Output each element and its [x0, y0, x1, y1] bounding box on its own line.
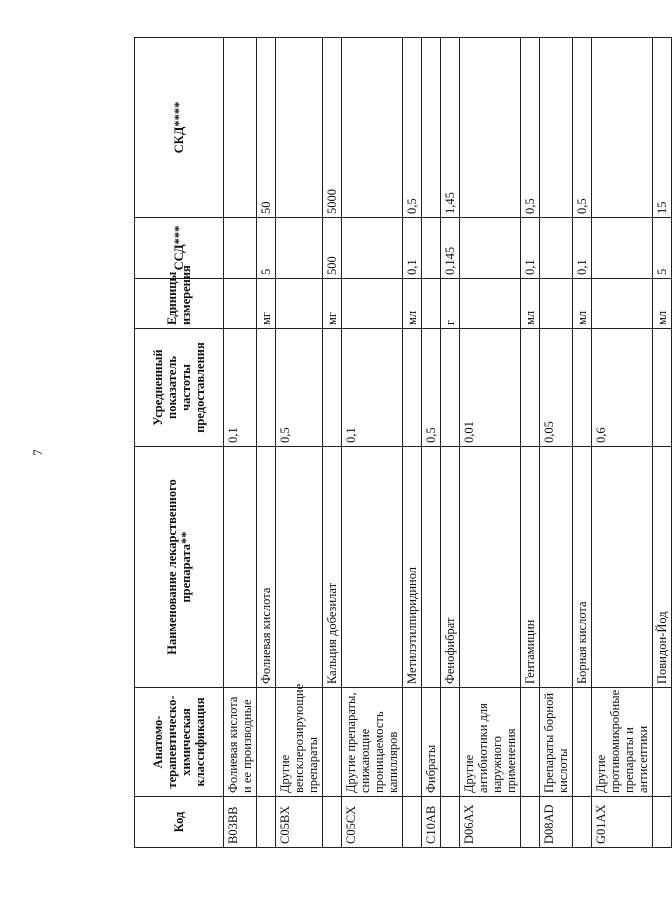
cell-atc-class: Другие венсклерозирующие препараты — [276, 688, 323, 797]
cell-atc-class — [653, 688, 672, 797]
table-row-drug — [323, 38, 342, 848]
cell-ssd: 5 — [257, 218, 276, 279]
cell-skd: 5000 — [323, 38, 342, 218]
cell-skd — [592, 38, 653, 218]
header-unit: Единицы измерения — [135, 279, 224, 329]
cell-code: C10AB — [422, 797, 441, 848]
table-row-drug — [257, 38, 276, 848]
cell-code — [257, 797, 276, 848]
cell-code — [323, 797, 342, 848]
header-frequency: Усредненный показатель частоты предоставления — [135, 329, 224, 447]
table-row-drug — [441, 38, 460, 848]
cell-unit: мл — [521, 279, 540, 329]
header-code: Код — [135, 797, 224, 848]
table-row-group — [342, 38, 403, 848]
cell-drug-name — [540, 447, 573, 688]
cell-skd: 0,5 — [521, 38, 540, 218]
cell-skd — [460, 38, 521, 218]
cell-frequency — [403, 329, 422, 447]
cell-drug-name: Кальция добезилат — [323, 447, 342, 688]
cell-ssd — [422, 218, 441, 279]
cell-unit: мг — [257, 279, 276, 329]
table-row-group — [540, 38, 573, 848]
cell-code: C05BX — [276, 797, 323, 848]
cell-skd: 0,5 — [573, 38, 592, 218]
table-row-group — [592, 38, 653, 848]
cell-atc-class — [257, 688, 276, 797]
table-row-drug — [403, 38, 422, 848]
header-skd: СКД**** — [135, 38, 224, 218]
cell-ssd: 5 — [653, 218, 672, 279]
cell-atc-class: Препараты борной кислоты — [540, 688, 573, 797]
cell-ssd: 0,1 — [403, 218, 422, 279]
cell-drug-name — [276, 447, 323, 688]
cell-unit — [460, 279, 521, 329]
cell-skd: 50 — [257, 38, 276, 218]
header-ssd: ССД*** — [135, 218, 224, 279]
cell-frequency — [441, 329, 460, 447]
cell-code — [441, 797, 460, 848]
cell-atc-class: Фибраты — [422, 688, 441, 797]
cell-frequency: 0,5 — [276, 329, 323, 447]
table-row-group — [460, 38, 521, 848]
cell-frequency — [521, 329, 540, 447]
cell-atc-class — [323, 688, 342, 797]
cell-ssd: 500 — [323, 218, 342, 279]
table-row-drug — [653, 38, 672, 848]
cell-ssd: 0,1 — [521, 218, 540, 279]
cell-atc-class: Другие противомикробные препараты и антисептики — [592, 688, 653, 797]
cell-drug-name: Борная кислота — [573, 447, 592, 688]
cell-frequency: 0,6 — [592, 329, 653, 447]
cell-code: D08AD — [540, 797, 573, 848]
cell-frequency: 0,05 — [540, 329, 573, 447]
cell-unit: мл — [653, 279, 672, 329]
cell-ssd — [540, 218, 573, 279]
header-atc-class: Анатомо-терапевтическо-химическая классификация — [135, 688, 224, 797]
cell-frequency: 0,1 — [224, 329, 257, 447]
cell-ssd — [592, 218, 653, 279]
cell-frequency — [573, 329, 592, 447]
cell-code: C05CX — [342, 797, 403, 848]
cell-ssd: 0,145 — [441, 218, 460, 279]
cell-skd — [276, 38, 323, 218]
cell-code — [653, 797, 672, 848]
cell-drug-name — [422, 447, 441, 688]
cell-frequency — [653, 329, 672, 447]
cell-atc-class: Другие препараты, снижающие проницаемость капилляров — [342, 688, 403, 797]
cell-drug-name — [592, 447, 653, 688]
cell-drug-name: Метилэтилпиридинол — [403, 447, 422, 688]
page-number: 7 — [29, 449, 45, 456]
cell-unit — [342, 279, 403, 329]
cell-unit: мл — [403, 279, 422, 329]
cell-ssd — [342, 218, 403, 279]
table-row-group — [276, 38, 323, 848]
cell-atc-class — [521, 688, 540, 797]
cell-drug-name — [460, 447, 521, 688]
table-row-drug — [521, 38, 540, 848]
cell-code — [573, 797, 592, 848]
cell-unit — [422, 279, 441, 329]
cell-atc-class: Фолиевая кислота и ее производные — [224, 688, 257, 797]
cell-drug-name: Гентамицин — [521, 447, 540, 688]
cell-ssd — [460, 218, 521, 279]
cell-unit — [276, 279, 323, 329]
cell-code: G01AX — [592, 797, 653, 848]
cell-unit: мл — [573, 279, 592, 329]
cell-code: D06AX — [460, 797, 521, 848]
cell-code: B03BB — [224, 797, 257, 848]
table-body — [224, 38, 672, 848]
drug-table — [134, 37, 672, 848]
cell-frequency: 0,01 — [460, 329, 521, 447]
cell-skd — [342, 38, 403, 218]
cell-drug-name: Фенофибрат — [441, 447, 460, 688]
table-row-drug — [573, 38, 592, 848]
cell-unit — [592, 279, 653, 329]
cell-skd — [540, 38, 573, 218]
cell-skd — [422, 38, 441, 218]
cell-ssd — [224, 218, 257, 279]
cell-atc-class — [403, 688, 422, 797]
cell-atc-class: Другие антибиотики для наружного применения — [460, 688, 521, 797]
table-header-row — [135, 38, 224, 848]
cell-frequency — [323, 329, 342, 447]
cell-skd: 0,5 — [403, 38, 422, 218]
cell-frequency: 0,1 — [342, 329, 403, 447]
cell-frequency — [257, 329, 276, 447]
cell-ssd — [276, 218, 323, 279]
cell-code — [403, 797, 422, 848]
cell-drug-name — [342, 447, 403, 688]
cell-skd — [224, 38, 257, 218]
table-row-group — [422, 38, 441, 848]
cell-drug-name — [224, 447, 257, 688]
cell-skd: 1,45 — [441, 38, 460, 218]
cell-drug-name: Фолиевая кислота — [257, 447, 276, 688]
cell-frequency: 0,5 — [422, 329, 441, 447]
cell-unit — [540, 279, 573, 329]
cell-atc-class — [573, 688, 592, 797]
cell-unit: мг — [323, 279, 342, 329]
header-drug-name: Наименование лекарственного препарата** — [135, 447, 224, 688]
cell-atc-class — [441, 688, 460, 797]
table-row-group — [224, 38, 257, 848]
cell-code — [521, 797, 540, 848]
cell-ssd: 0,1 — [573, 218, 592, 279]
cell-unit: г — [441, 279, 460, 329]
cell-skd: 15 — [653, 38, 672, 218]
cell-unit — [224, 279, 257, 329]
rotated-table-wrapper — [134, 38, 669, 848]
cell-drug-name: Повидон-Йод — [653, 447, 672, 688]
